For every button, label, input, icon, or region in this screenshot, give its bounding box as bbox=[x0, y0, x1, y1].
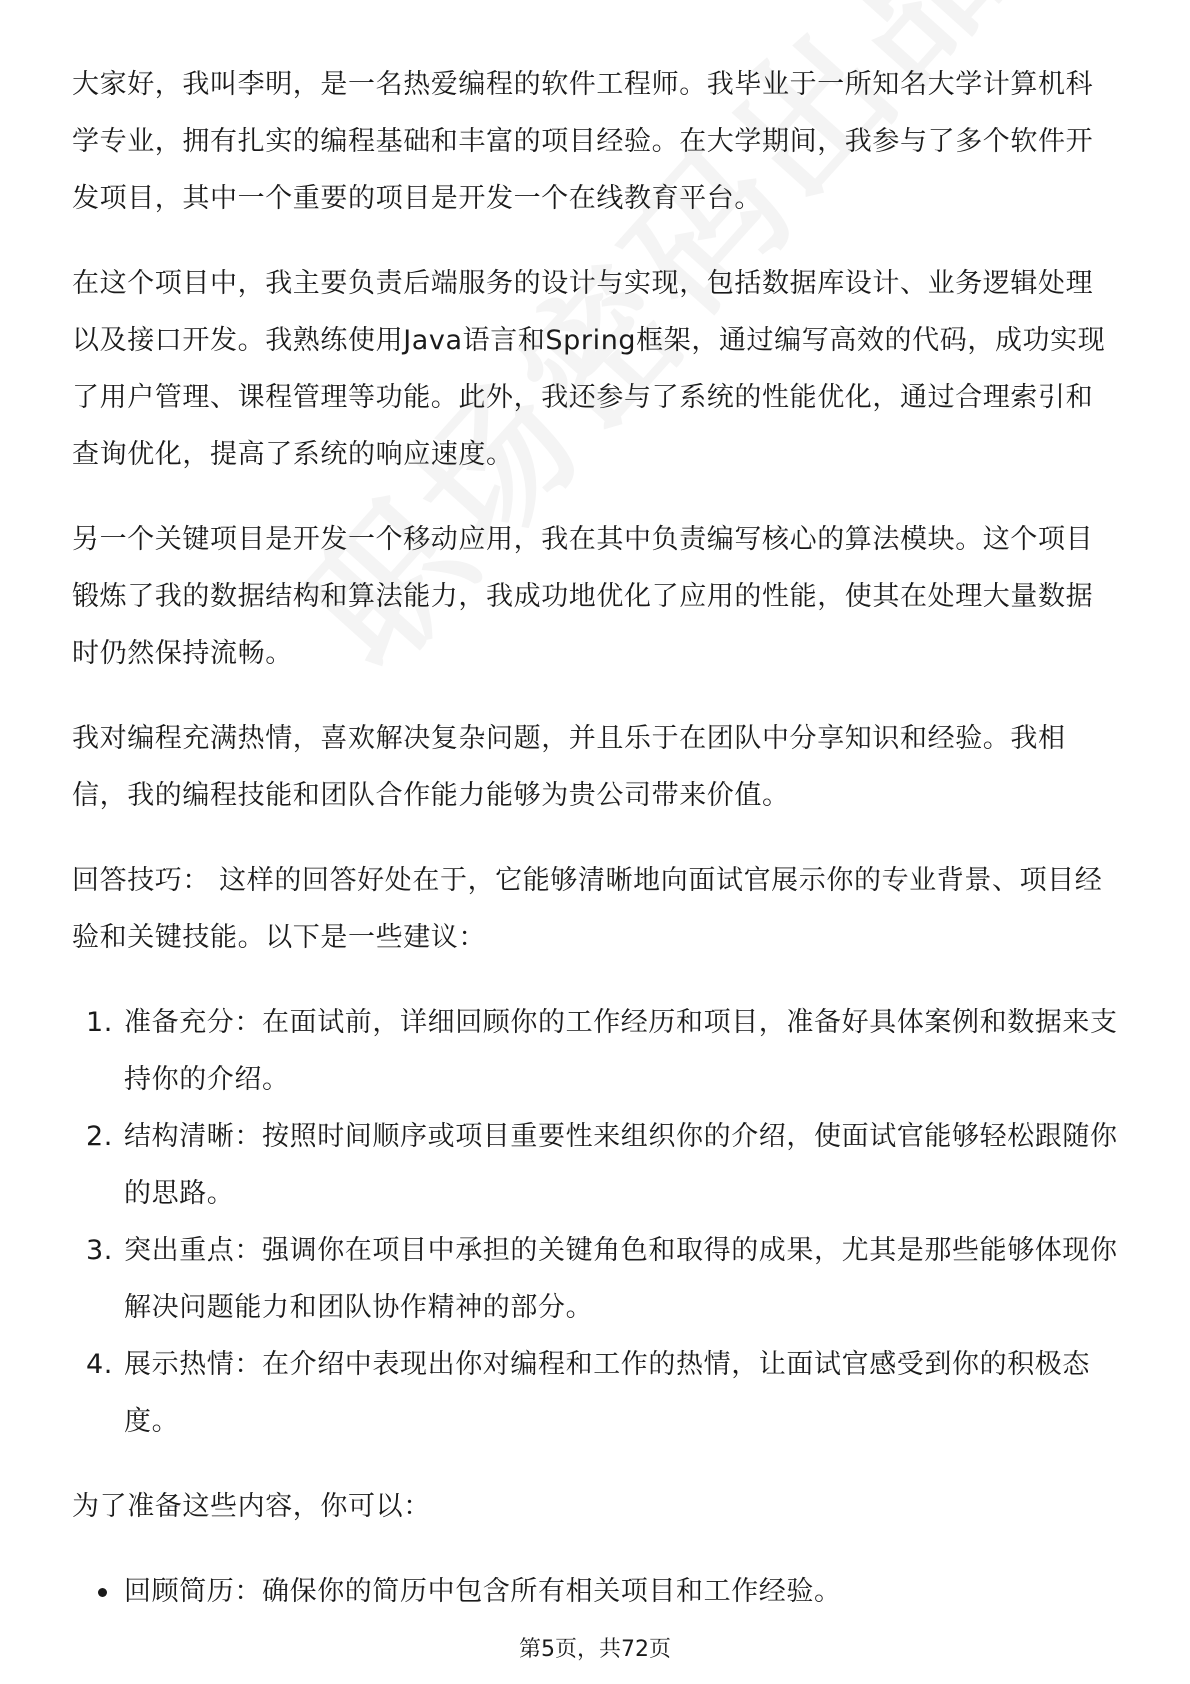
list-item-text: 准备充分：在面试前，详细回顾你的工作经历和项目，准备好具体案例和数据来支持你的介绍。 bbox=[124, 1007, 1118, 1095]
paragraph-backend-project: 在这个项目中，我主要负责后端服务的设计与实现，包括数据库设计、业务逻辑处理以及接口开发。我熟练使用Java语言和Spring框架，通过编写高效的代码，成功实现了用户管理、课程管理等功能。此外，我还参与了系统的性能优化，通过合理索引和查询优化，提高了系统的响应速度。 bbox=[72, 268, 1106, 470]
list-marker: 3. bbox=[86, 1235, 113, 1266]
document-body bbox=[72, 56, 1120, 1620]
list-item bbox=[72, 994, 1120, 1108]
list-item bbox=[72, 1222, 1120, 1336]
list-item bbox=[72, 1336, 1120, 1450]
list-item bbox=[72, 1108, 1120, 1222]
paragraph-mobile-project: 另一个关键项目是开发一个移动应用，我在其中负责编写核心的算法模块。这个项目锻炼了我的数据结构和算法能力，我成功地优化了应用的性能，使其在处理大量数据时仍然保持流畅。 bbox=[72, 524, 1094, 669]
bullet-icon bbox=[98, 1588, 107, 1597]
list-marker: 2. bbox=[86, 1121, 113, 1152]
list-item bbox=[72, 1563, 1120, 1620]
paragraph-tips: 回答技巧： 这样的回答好处在于，它能够清晰地向面试官展示你的专业背景、项目经验和关键技能。以下是一些建议： bbox=[72, 865, 1103, 953]
list-item-text: 回顾简历：确保你的简历中包含所有相关项目和工作经验。 bbox=[124, 1576, 842, 1607]
page-number: 第5页，共72页 bbox=[519, 1637, 671, 1662]
list-item-text: 突出重点：强调你在项目中承担的关键角色和取得的成果，尤其是那些能够体现你解决问题能力和团队协作精神的部分。 bbox=[124, 1235, 1118, 1323]
list-marker: 1. bbox=[86, 1007, 113, 1038]
list-item-text: 结构清晰：按照时间顺序或项目重要性来组织你的介绍，使面试官能够轻松跟随你的思路。 bbox=[124, 1121, 1118, 1209]
paragraph-passion: 我对编程充满热情，喜欢解决复杂问题，并且乐于在团队中分享知识和经验。我相信，我的编程技能和团队合作能力能够为贵公司带来价值。 bbox=[72, 723, 1066, 811]
list-marker: 4. bbox=[86, 1349, 113, 1380]
list-item-text: 展示热情：在介绍中表现出你对编程和工作的热情，让面试官感受到你的积极态度。 bbox=[124, 1349, 1090, 1437]
bullet-list bbox=[72, 1563, 1120, 1620]
paragraph-prepare: 为了准备这些内容，你可以： bbox=[72, 1491, 431, 1522]
numbered-list bbox=[72, 994, 1120, 1450]
paragraph-intro: 大家好，我叫李明，是一名热爱编程的软件工程师。我毕业于一所知名大学计算机科学专业，拥有扎实的编程基础和丰富的项目经验。在大学期间，我参与了多个软件开发项目，其中一个重要的项目是开发一个在线教育平台。 bbox=[72, 69, 1094, 214]
